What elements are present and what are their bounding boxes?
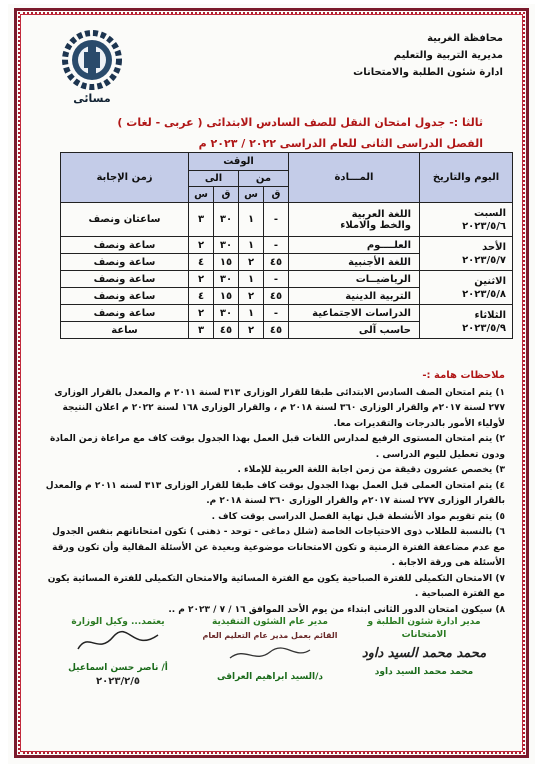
header-to: الى [189, 171, 239, 187]
note-item-3: ٣) يخصص عشرون دقيقة من زمن اجابة اللغة العربية للإملاء . [237, 465, 505, 475]
to-s-cell: ٢ [189, 271, 214, 288]
day-cell: السبت ٢٠٢٣/٥/٦ [420, 203, 513, 237]
signature-right-name: محمد محمد السيد داود [374, 667, 474, 677]
from-q-cell: - [264, 203, 289, 237]
to-q-cell: ١٥ [214, 254, 239, 271]
to-s-cell: ٤ [189, 254, 214, 271]
signature-middle-scribble-icon [225, 642, 315, 666]
title-line-2: الفصل الدراسى الثانى للعام الدراسى ٢٠٢٢ / ٢٠٢٣ م [198, 137, 483, 150]
signature-left [48, 616, 188, 688]
notes-section [42, 368, 505, 618]
day-cell: الثلاثاء ٢٠٢٣/٥/٩ [420, 305, 513, 339]
note-item-5: ٥) يتم تقويم مواد الأنشطة قبل نهاية الفصل الدراسى بوقت كاف . [211, 511, 505, 522]
duration-cell: ساعة ونصف [61, 254, 189, 271]
from-q-cell: ٤٥ [264, 254, 289, 271]
day-cell: الأحد ٢٠٢٣/٥/٧ [420, 237, 513, 271]
title-line-1: ثالثا :- جدول امتحان النقل للصف السادس الابتدائى ( عربى - لغات ) [117, 116, 483, 129]
header-to-s: س [189, 187, 214, 203]
header-from: من [239, 171, 289, 187]
subject-cell: اللغة الأجنبية [289, 254, 420, 271]
to-s-cell: ٣ [189, 203, 214, 237]
subject-cell: اللغة العربية والخط والاملاء [289, 203, 420, 237]
duration-cell: ساعتان ونصف [61, 203, 189, 237]
table-row [61, 271, 513, 288]
gear-logo-icon [60, 28, 124, 92]
exam-schedule-table [60, 152, 513, 339]
signature-middle-name: د/السيد ابراهيم العراقى [216, 672, 323, 682]
to-q-cell: ١٥ [214, 288, 239, 305]
header-line-administration: ادارة شئون الطلبة والامتحانات [353, 67, 503, 78]
header-from-s: س [239, 187, 264, 203]
to-q-cell: ٣٠ [214, 203, 239, 237]
to-s-cell: ٢ [189, 305, 214, 322]
signature-right-role: مدير ادارة شئون الطلبة و الامتحانات [367, 617, 481, 640]
table-row [61, 305, 513, 322]
from-q-cell: - [264, 271, 289, 288]
from-s-cell: ٢ [239, 322, 264, 339]
from-q-cell: ٤٥ [264, 288, 289, 305]
signature-right [349, 616, 499, 679]
from-s-cell: ١ [239, 305, 264, 322]
header-duration: زمن الإجابة [61, 153, 189, 203]
header-line-governorate: محافظة الغربية [427, 33, 503, 44]
to-q-cell: ٣٠ [214, 271, 239, 288]
subject-cell: الرياضيــات [289, 271, 420, 288]
header-day: اليوم والتاريخ [420, 153, 513, 203]
duration-cell: ساعة ونصف [61, 271, 189, 288]
signature-middle [195, 616, 345, 684]
to-s-cell: ٣ [189, 322, 214, 339]
to-q-cell: ٣٠ [214, 237, 239, 254]
header-from-q: ق [264, 187, 289, 203]
duration-cell: ساعة ونصف [61, 237, 189, 254]
signature-left-name: أ/ ناصر حسن اسماعيل [68, 663, 168, 673]
from-s-cell: ٢ [239, 254, 264, 271]
header-subject: المـــادة [289, 153, 420, 203]
from-s-cell: ١ [239, 203, 264, 237]
signature-middle-role-1: مدير عام الشئون التنفيذية [212, 617, 328, 627]
note-item-7: ٧) الامتحان التكميلى للفترة الصباحية يكون مع الفترة المسائية والامتحان التكميلى للفترة المسائية يكون مع الفترة الصباحية . [47, 573, 505, 599]
duration-cell: ساعة ونصف [61, 305, 189, 322]
duration-cell: ساعة ونصف [61, 288, 189, 305]
header-line-directorate: مديرية التربية والتعليم [393, 50, 503, 61]
signature-left-scribble-icon [73, 629, 163, 657]
to-q-cell: ٣٠ [214, 305, 239, 322]
logo-caption: مسائى [73, 92, 111, 105]
signature-left-date: ٢٠٢٣/٢/٥ [96, 676, 140, 687]
header-block [343, 30, 503, 81]
subject-cell: التربية الدينية [289, 288, 420, 305]
from-q-cell: - [264, 237, 289, 254]
day-cell: الاثنين ٢٠٢٣/٥/٨ [420, 271, 513, 305]
note-item-8: ٨) سيكون امتحان الدور الثانى ابتداء من يوم الأحد الموافق ١٦ / ٧ / ٢٠٢٣ م .. [168, 604, 505, 615]
from-s-cell: ١ [239, 271, 264, 288]
note-item-2: ٢) يتم امتحان المستوى الرفيع لمدارس اللغات قبل العمل بهذا الجدول بوقت كاف مع مراعاة زمن المادة ودون تعطيل لليوم الدراسى . [49, 434, 505, 460]
subject-cell: حاسب آلى [289, 322, 420, 339]
to-q-cell: ٤٥ [214, 322, 239, 339]
duration-cell: ساعة [61, 322, 189, 339]
from-q-cell: ٤٥ [264, 322, 289, 339]
table-row [61, 203, 513, 237]
note-item-4: ٤) يتم امتحان العملى قبل العمل بهذا الجدول بوقت كاف طبقا للقرار الوزارى ٣١٣ لسنه ٢٠١١ م والمعدل بالقرار الوزارى ٢٧٧ لسنة ٢٠١٧م والقرار الوزارى ٣٦٠ لسنة ٢٠١٨ م. [45, 480, 505, 506]
to-s-cell: ٤ [189, 288, 214, 305]
table-row [61, 237, 513, 254]
signature-middle-role-2: القائم بعمل مدير عام التعليم العام [202, 631, 338, 640]
signature-left-role: يعتمد... وكيل الوزارة [71, 617, 165, 627]
from-s-cell: ١ [239, 237, 264, 254]
note-item-1: ١) يتم امتحان الصف السادس الابتدائى طبقا للقرار الوزارى ٣١٣ لسنة ٢٠١١ م والمعدل بالقرار الوزارى ٢٧٧ لسنة ٢٠١٧م والقرار الوزارى ٣٦٠ لسنة ٢٠١٨ م ، والقرار الوزارى ١٦٨ لسنة ٢٠٢٢ م اعلان النتيجة لأولياء الأمور بالدرجات والتقديرات معا. [54, 387, 505, 429]
from-q-cell: - [264, 305, 289, 322]
signature-right-handwriting: محمد محمد السيد داود [361, 646, 487, 661]
note-item-6: ٦) بالنسبة للطلاب ذوى الاحتياجات الخاصة (شلل دماغى - توحد - ذهنى ) تكون امتحاناتهم بنفس الجدول مع عدم مضاعفة الفترة الزمنية و تكون الامتحانات موضوعية وبعيدة عن الأسئلة المقالية وأن تكون ورقة الأسئلة هى ورقة الاجابة . [52, 527, 505, 568]
notes-title: ملاحظات هامة :- [422, 370, 505, 381]
from-s-cell: ٢ [239, 288, 264, 305]
header-time: الوقت [189, 153, 289, 171]
subject-cell: الدراسات الاجتماعية [289, 305, 420, 322]
subject-cell: العلــــوم [289, 237, 420, 254]
header-to-q: ق [214, 187, 239, 203]
to-s-cell: ٢ [189, 237, 214, 254]
